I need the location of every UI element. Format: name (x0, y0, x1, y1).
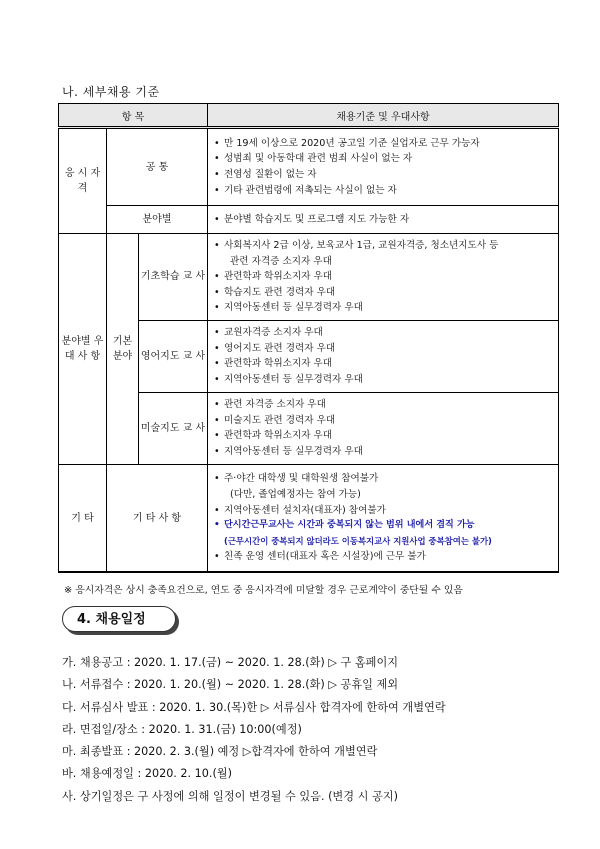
list-item: • 분야별 학습지도 및 프로그램 지도 가능한 자 (214, 212, 554, 228)
list-item: • 관련학과 학위소지자 우대 (214, 428, 554, 444)
section-title: 나. 세부채용 기준 (62, 85, 160, 99)
art-teacher-criteria (208, 392, 559, 464)
list-item: • 지역아동센터 등 실무경력자 우대 (214, 444, 554, 460)
common-criteria (208, 128, 559, 206)
criteria-table (58, 103, 559, 573)
english-teacher-label: 영어지도 교 사 (139, 320, 208, 392)
basic-teacher-criteria (208, 234, 559, 321)
english-teacher-criteria (208, 320, 559, 392)
list-item: • 만 19세 이상으로 2020년 공고일 기준 실업자로 근무 가능자 (214, 136, 554, 152)
list-item: • 사회복지사 2급 이상, 보육교사 1급, 교원자격증, 청소년지도사 등 (214, 238, 554, 254)
list-item: • 지역아동센터 설치자(대표자) 참여불가 (214, 503, 554, 519)
schedule-item: 가. 채용공고 : 2020. 1. 17.(금) ~ 2020. 1. 28.(화) ▷ 구 홈페이지 (62, 656, 399, 669)
list-item: • 전염성 질환이 없는 자 (214, 167, 554, 183)
schedule-title: 4. 채용일정 (62, 606, 176, 632)
schedule-item: 바. 채용예정일 : 2020. 2. 10.(월) (62, 767, 232, 781)
schedule-list (62, 652, 446, 808)
list-item: • 지역아동센터 등 실무경력자 우대 (214, 300, 554, 316)
list-item: • 영어지도 관련 경력자 우대 (214, 341, 554, 357)
basic-field-label: 기본 분야 (107, 234, 139, 465)
list-item: • 단시간근무교사는 시간과 중복되지 않는 범위 내에서 겸직 가능 (214, 518, 554, 534)
preference-label: 분야별 우 대 사 항 (59, 234, 107, 465)
header-item: 항 목 (59, 104, 208, 128)
eligibility-label: 응 시 자 격 (59, 128, 107, 234)
schedule-item: 다. 서류심사 발표 : 2020. 1. 30.(목)한 ▷ 서류심사 합격자에 한하여 개별연락 (62, 700, 446, 714)
list-item: • 주·야간 대학생 및 대학원생 참여불가 (214, 471, 554, 487)
other-criteria (208, 464, 559, 572)
schedule-item: 나. 서류접수 : 2020. 1. 20.(월) ~ 2020. 1. 28.(화) ▷ 공휴일 제외 (62, 678, 399, 692)
field-criteria (208, 206, 559, 234)
list-item: (다만, 졸업예정자는 참여 가능) (230, 489, 361, 501)
header-criteria: 채용기준 및 우대사항 (208, 104, 559, 128)
eligibility-note: ※ 응시자격은 상시 충족요건으로, 연도 중 응시자격에 미달할 경우 근로계약이 중단될 수 있음 (64, 585, 463, 596)
list-item: • 관련 자격증 소지자 우대 (214, 397, 554, 413)
list-item: • 성범죄 및 아동학대 관련 범죄 사실이 없는 자 (214, 151, 554, 167)
list-item: • 학습지도 관련 경력자 우대 (214, 285, 554, 301)
schedule-item: 마. 최종발표 : 2020. 2. 3.(월) 예정 ▷합격자에 한하여 개별연락 (62, 745, 378, 759)
schedule-item: 사. 상기일정은 구 사정에 의해 일정이 변경될 수 있음. (변경 시 공지) (62, 789, 398, 803)
field-label: 분야별 (107, 206, 208, 234)
art-teacher-label: 미술지도 교 사 (139, 392, 208, 464)
list-item: (근무시간이 중복되지 않더라도 이동복지교사 지원사업 중복참여는 불가) (224, 535, 492, 546)
schedule-item: 라. 면접일/장소 : 2020. 1. 31.(금) 10:00(예정) (62, 722, 302, 736)
list-item: • 지역아동센터 등 실무경력자 우대 (214, 372, 554, 388)
list-item: • 관련학과 학위소지자 우대 (214, 269, 554, 285)
list-item: • 친족 운영 센터(대표자 혹은 시설장)에 근무 불가 (214, 549, 554, 565)
basic-teacher-label: 기초학습 교 사 (139, 234, 208, 321)
list-item: • 미술지도 관련 경력자 우대 (214, 413, 554, 429)
other-label: 기 타 (59, 464, 107, 572)
list-item: • 교원자격증 소지자 우대 (214, 325, 554, 341)
other-sub-label: 기 타 사 항 (107, 464, 208, 572)
common-label: 공 통 (107, 128, 208, 206)
list-item: • 기타 관련법령에 저촉되는 사실이 없는 자 (214, 183, 554, 199)
list-item: • 관련학과 학위소지자 우대 (214, 356, 554, 372)
list-item: 관련 자격증 소지자 우대 (230, 255, 332, 267)
